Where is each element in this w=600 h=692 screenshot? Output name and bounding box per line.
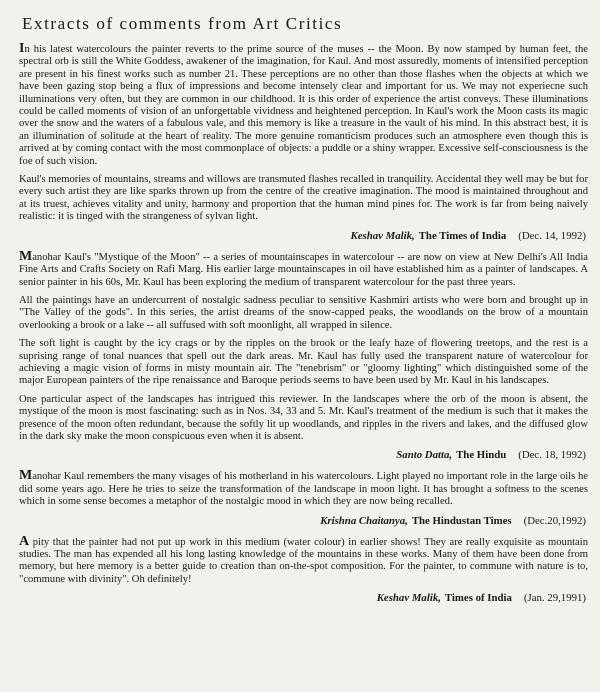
publication-name: The Hindu xyxy=(456,449,507,462)
comment-block xyxy=(19,43,588,242)
drop-cap-letter: M xyxy=(19,248,33,264)
publication-date: (Dec. 14, 1992) xyxy=(518,229,586,242)
critic-name: Keshav Malik, xyxy=(350,229,415,242)
publication-name: Times of India xyxy=(444,592,512,605)
drop-cap-letter: I xyxy=(19,41,25,56)
paragraph-text: Kaul's memories of mountains, streams and willows are transmuted flashes recalled in tranquility. Accidental they well may be but for every such artist they are like sparks thrown up from the centre of the creative imagination. The mood is maintained throughout and at its truest, achieves vitality and unity, harmony and proportion that the human mind pines for. The work is far from being naively realistic: it is tinged with the strangeness of sylvan light. xyxy=(19,174,588,223)
paragraph-text: anohar Kaul remembers the many visages of his motherland in his watercolours. Light played no important role in the large oils he did some years ago. Here he tries to seize the transformation of the landscape in moon light. It has brought a softness to the scenes which in some sense becomes a metaphor of the nostalgic mood in which they are now being recalled. xyxy=(19,471,588,508)
attribution-line xyxy=(19,449,588,461)
publication-date: (Dec.20,1992) xyxy=(523,514,586,527)
paragraph-text: One particular aspect of the landscapes has intrigued this reviewer. In the landscapes where the orb of the moon is absent, the mystique of the moon is most fascinating: such as in Nos. 34, 33 and 5. Mr. Kaul's treatment of the medium is such that it makes the presence of the moon often redundant, because the softly lit up woodlands, and ripples in the rivers and lakes, and the diffused glow in the dark sky make the moon conspicuous even when it is absent. xyxy=(19,393,588,442)
paragraph-text: The soft light is caught by the icy crags or by the ripples on the brook or the leafy haze of flowering treetops, and the rest is a suprising range of tonal nuances that spell out the dark areas. Mr. Kaul has fully used the transparent nature of watercolour for achieving a magic vision of forms in misty mountain air. The "tenebrism" or "gloomy lighting" which distinguished some of the major European painters of the ripe renaissance and Baroque periods seems to have been used by Mr. Kaul in his landscapes. xyxy=(19,338,588,387)
attribution-line xyxy=(19,515,588,527)
drop-cap-letter: M xyxy=(19,468,33,484)
critic-name: Santo Datta, xyxy=(396,449,453,462)
comment-paragraph xyxy=(19,174,588,224)
drop-cap-letter: A xyxy=(19,533,30,549)
comment-paragraph xyxy=(19,470,588,508)
comment-block xyxy=(19,533,588,605)
page-title: Extracts of comments from Art Critics xyxy=(22,14,343,33)
paragraph-text: anohar Kaul's "Mystique of the Moon" -- a series of mountainscapes in watercolour -- are now on view at New Delhi's All India Fine Arts and Crafts Society on Rafi Marg. His earlier large mountainscapes in oil have established him as a painter of landscapes. A senior painter in his 60s, Mr. Kaul has been exploring the medium of transparent watercolour for the past three years. xyxy=(19,251,588,288)
publication-name: The Hindustan Times xyxy=(411,514,512,527)
comment-paragraph xyxy=(19,394,588,444)
comment-paragraph xyxy=(19,533,588,587)
paragraph-text: pity that the painter had not put up work in this medium (water colour) in earlier shows! They are really exquisite as mountain studies. The man has expended all his long lasting knowledge of the mountains in these works. Many of them have been done from memory, but here memory is a better guide to creation than on-the-spot composition. For the painter, to commune with nature is to, "commune with divinity". Oh definitely! xyxy=(19,536,588,585)
comment-block xyxy=(19,248,588,462)
paragraph-text: All the paintings have an undercurrent of nostalgic sadness peculiar to sensitive Kashmiri artists who were born and brought up in "The Valley of the gods". In this series, the artist dreams of the snow-capped peaks, the woodlands on the brow of a mountain overlooking a brook or a lake -- all suffused with soft moonlight, all wrapped in silence. xyxy=(19,294,588,331)
publication-name: The Times of India xyxy=(418,229,507,242)
publication-date: (Jan. 29,1991) xyxy=(523,592,586,605)
comment-paragraph xyxy=(19,338,588,388)
critic-name: Keshav Malik, xyxy=(376,592,441,605)
attribution-line xyxy=(19,230,588,242)
comment-block xyxy=(19,470,588,526)
comment-paragraph xyxy=(19,248,588,289)
attribution-line xyxy=(19,592,588,604)
comment-paragraph xyxy=(19,295,588,332)
paragraph-text: n his latest watercolours the painter reverts to the prime source of the muses -- the Moon. By now stamped by human feet, the spectral orb is still the White Goddess, awakener of the imagination, for Kaul. And most assuredly, moments of intensified perception are present in his finest works such as number 21. These perceptions are no other than those flashes when the objects at which we have been gazing stop being a flux of impressions and become intensely clear and important for us. We may not experiecne such illuminations very often, but they are common in our childhood. It is this order of experience the artist conveys. These illuminations could be called moments of vision of an unforgettable vividness and heightened perception. In Kaul's work the Moon casts its magic over the snow and the waters of a fabulous vale, and this memory is like a treasure in the vault of his mind. In this abstract best, it is an illumination of solitude at the heart of reality. The more genuine romanticism produces such an atmosphere even though this is arrived at by coming contact with the most commonplace of objects: a puddle or a shiny wrapper. Excessive self-consciousness is the foe of such vision. xyxy=(19,44,588,167)
publication-date: (Dec. 18, 1992) xyxy=(518,449,586,462)
critic-name: Krishna Chaitanya, xyxy=(320,514,408,527)
critic-comments xyxy=(19,43,588,604)
comment-paragraph xyxy=(19,43,588,168)
